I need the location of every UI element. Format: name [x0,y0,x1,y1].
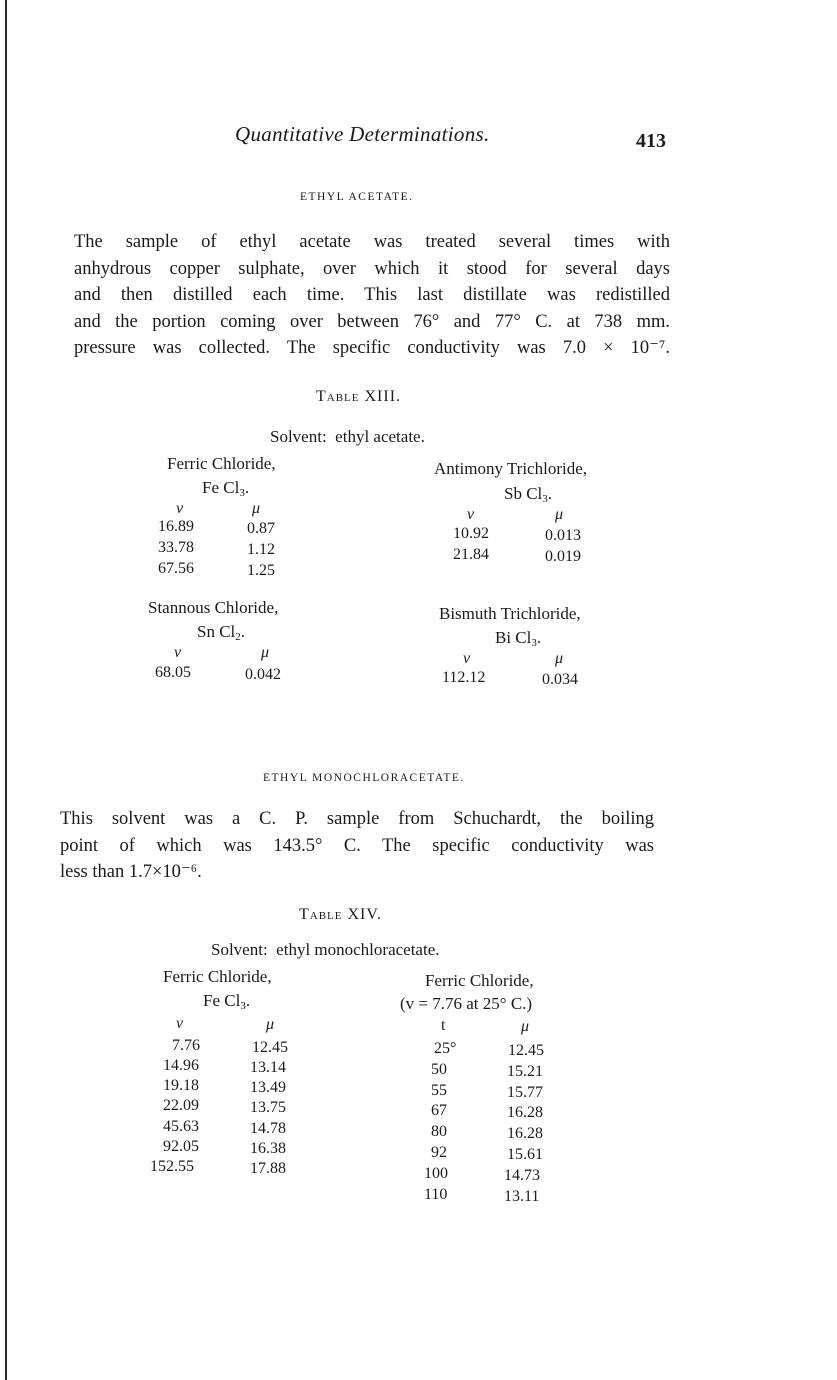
table-cell: 92 [431,1144,447,1161]
section-heading-ethyl-acetate: ETHYL ACETATE. [300,191,414,203]
compound-formula: Bi $Cl_3$. [495,628,542,649]
solvent-value: ethyl monochloracetate. [276,940,440,959]
paragraph-ethyl-monochloracetate [60,806,654,886]
table-cell: 14.96 [163,1057,199,1074]
solvent-label: Solvent: [211,940,268,959]
compound-formula: Fe $Cl_3$. [203,991,251,1012]
table-cell: 22.09 [163,1097,199,1114]
table-cell: 21.84 [453,546,489,563]
solvent-value: ethyl acetate. [335,427,425,446]
table-cell: 16.89 [158,518,194,535]
column-header-t: t [441,1017,446,1034]
table-cell: 14.78 [250,1120,286,1137]
table-cell: 0.042 [245,666,281,683]
column-header-v: v [176,1015,184,1032]
paragraph-line: The sample of ethyl acetate was treated several times with [74,232,670,252]
table-cell: 16.28 [507,1125,543,1142]
table-14-title: Table XIV. [299,906,382,923]
table-cell: 7.76 [172,1037,200,1054]
page-number: 413 [636,130,666,152]
table-cell: 15.61 [507,1146,543,1163]
table-cell: 67.56 [158,560,194,577]
table-13-solvent [270,427,425,447]
table-cell: 55 [431,1082,447,1099]
table-cell: 13.14 [250,1059,286,1076]
compound-name: Antimony Trichloride, [434,459,588,478]
table-cell: 0.034 [542,671,578,688]
table-cell: 12.45 [508,1042,544,1059]
column-header-mu: μ [555,650,564,667]
paragraph-line: less than 1.7×10⁻⁶. [60,862,202,882]
compound-formula: Sn $Cl_2$. [197,622,246,643]
table-cell: 92.05 [163,1138,199,1155]
paragraph-line: anhydrous copper sulphate, over which it stood for several days [74,258,670,279]
table-cell: 14.73 [504,1167,540,1184]
column-header-mu: μ [261,644,270,661]
compound-formula: Sb $Cl_3$. [504,484,553,505]
compound-name: Bismuth Trichloride, [439,604,581,623]
measurement-condition: (v = 7.76 at 25° C.) [400,994,533,1013]
paragraph-line: and the portion coming over between 76° and 77° C. at 738 mm. [74,311,670,332]
table-cell: 17.88 [250,1160,286,1177]
table-cell: 100 [424,1165,448,1182]
table-cell: 13.49 [250,1079,286,1096]
table-cell: 10.92 [453,525,489,542]
table-cell: 0.013 [545,527,581,544]
table-13-title: Table XIII. [316,388,402,405]
table-cell: 68.05 [155,664,191,681]
table-cell: 112.12 [442,669,486,686]
page-edge [5,0,7,1380]
compound-name: Ferric Chloride, [167,454,276,473]
table-cell: 15.77 [507,1084,543,1101]
running-header-title: Quantitative Determinations. [235,122,490,146]
table-cell: 152.55 [150,1158,194,1175]
table-cell: 0.019 [545,548,581,565]
table-cell: 16.28 [507,1104,543,1121]
table-14-solvent [211,940,440,960]
table-cell: 80 [431,1123,447,1140]
column-header-mu: μ [521,1018,530,1035]
table-cell: 25° [434,1040,457,1057]
column-header-mu: μ [252,500,261,517]
compound-name: Ferric Chloride, [425,971,534,990]
column-header-v: v [463,650,471,667]
table-cell: 16.38 [250,1140,286,1157]
table-cell: 1.12 [247,541,275,558]
column-header-v: v [174,644,182,661]
column-header-v: v [176,500,184,517]
paragraph-line: and then distilled each time. This last distillate was redistilled [74,285,670,305]
table-cell: 15.21 [507,1063,543,1080]
table-cell: 45.63 [163,1118,199,1135]
paragraph-line: point of which was 143.5° C. The specific conductivity was [60,835,654,856]
compound-formula: Fe $Cl_3$. [202,478,250,499]
compound-name: Ferric Chloride, [163,967,272,986]
column-header-v: v [467,506,475,523]
table-cell: 19.18 [163,1077,199,1094]
table-cell: 110 [424,1186,448,1203]
table-cell: 50 [431,1061,447,1078]
table-cell: 13.11 [504,1188,540,1205]
paragraph-line: This solvent was a C. P. sample from Schuchardt, the boiling [60,809,654,829]
column-header-mu: μ [555,506,564,523]
table-cell: 0.87 [247,520,275,537]
table-cell: 1.25 [247,562,275,579]
paragraph-line: pressure was collected. The specific conductivity was 7.0 × 10⁻⁷. [74,338,670,358]
paragraph-ethyl-acetate [74,229,670,362]
table-cell: 67 [431,1102,447,1119]
compound-name: Stannous Chloride, [148,598,279,617]
table-cell: 13.75 [250,1099,286,1116]
section-heading-ethyl-monochloracetate: ETHYL MONOCHLORACETATE. [263,772,465,784]
column-header-mu: μ [266,1016,275,1033]
solvent-label: Solvent: [270,427,327,446]
table-cell: 33.78 [158,539,194,556]
table-cell: 12.45 [252,1039,288,1056]
